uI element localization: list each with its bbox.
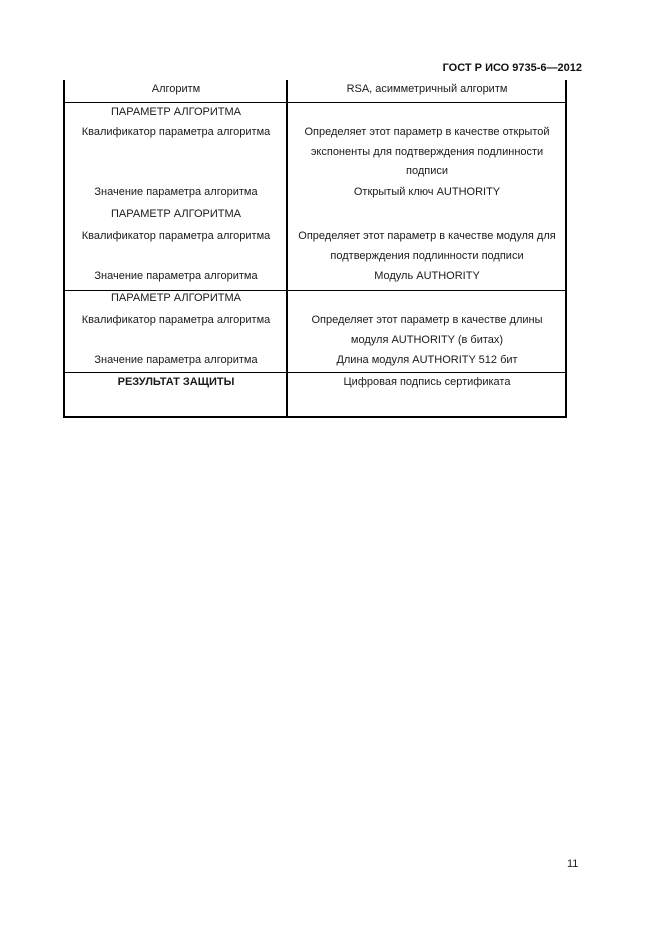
text-line: подписи <box>406 165 448 177</box>
text-line: Определяет этот параметр в качестве длины <box>311 314 543 326</box>
table-cell-value: Длина модуля AUTHORITY 512 бит <box>336 354 518 366</box>
standard-id-header: ГОСТ Р ИСО 9735-6—2012 <box>442 62 582 74</box>
table-cell-value <box>289 311 565 350</box>
text-line: Определяет этот параметр в качестве модуля для <box>298 230 556 242</box>
table-cell-label: ПАРАМЕТР АЛГОРИТМА <box>111 292 241 304</box>
table-cell-label: Квалификатор параметра алгоритма <box>81 126 271 138</box>
table-cell-value <box>289 123 565 182</box>
table-right-border <box>565 80 567 418</box>
table-cell-value: Цифровая подпись сертификата <box>343 376 511 388</box>
table-bottom-border <box>63 416 567 418</box>
text-line: экспоненты для подтверждения подлинности <box>310 145 544 158</box>
table-cell-label: ПАРАМЕТР АЛГОРИТМА <box>111 106 241 118</box>
table-cell-label: Квалификатор параметра алгоритма <box>81 230 271 242</box>
table-cell-label: ПАРАМЕТР АЛГОРИТМА <box>111 208 241 220</box>
table-cell-label: Алгоритм <box>151 83 201 95</box>
table-cell-value <box>289 227 565 266</box>
text-line: модуля AUTHORITY (в битах) <box>350 333 504 346</box>
table-cell-label: Значение параметра алгоритма <box>94 270 258 282</box>
page-number: 11 <box>567 858 579 870</box>
table-cell-label: Квалификатор параметра алгоритма <box>81 314 271 326</box>
table-cell-label: РЕЗУЛЬТАТ ЗАЩИТЫ <box>117 376 235 388</box>
table-cell-value: Открытый ключ AUTHORITY <box>353 186 501 198</box>
table-cell-value: Модуль AUTHORITY <box>374 270 480 282</box>
table-cell-label: Значение параметра алгоритма <box>94 186 258 198</box>
table-cell-label: Значение параметра алгоритма <box>94 354 258 366</box>
table-cell-value: RSA, асимметричный алгоритм <box>346 83 508 95</box>
text-line: подтверждения подлинности подписи <box>330 249 524 262</box>
text-line: Определяет этот параметр в качестве открытой <box>304 126 550 138</box>
